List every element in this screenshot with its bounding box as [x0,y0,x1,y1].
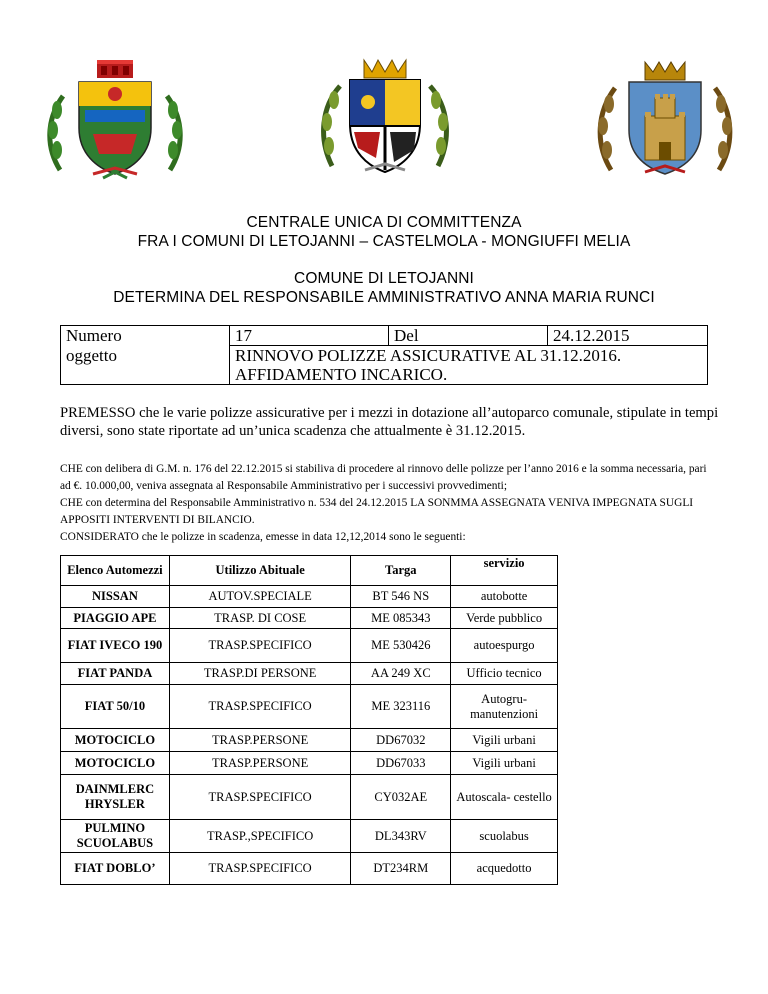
targa-cell: DT234RM [351,853,451,885]
letojanni-crest-icon [45,58,185,183]
targa-cell: BT 546 NS [351,586,451,608]
vehicles-table [60,555,558,885]
servizio-cell: Vigili urbani [451,752,558,775]
automezzo-cell: FIAT PANDA [61,663,170,685]
determina-date: 24.12.2015 [548,326,708,346]
header-utilizzo-abituale: Utilizzo Abituale [169,556,351,586]
utilizzo-cell: TRASP.SPECIFICO [169,685,351,729]
targa-cell: ME 530426 [351,629,451,663]
utilizzo-cell: TRASP.SPECIFICO [169,629,351,663]
oggetto-line-1: RINNOVO POLIZZE ASSICURATIVE AL 31.12.2016. [235,346,622,365]
table-row [61,752,558,775]
table-row [61,685,558,729]
oggetto-value [230,346,708,385]
servizio-cell: autoespurgo [451,629,558,663]
automezzo-cell: PIAGGIO APE [61,608,170,629]
header-elenco-automezzi: Elenco Automezzi [61,556,170,586]
table-row [61,629,558,663]
che-delibera-paragraph: CHE con delibera di G.M. n. 176 del 22.12.2015 si stabiliva di procedere al rinnovo delle polizze per l’anno 2016 e la somma necessaria, pari ad €. 10.000,00, veniva assegnata al Responsabile Amministrativo per i successivi provvedimenti; [60,463,707,492]
utilizzo-cell: TRASP.SPECIFICO [169,775,351,820]
premesso-paragraph: PREMESSO che le varie polizze assicurative per i mezzi in dotazione all’autoparco comunale, stipulate in tempi diversi, sono state riportate ad un’unica scadenza che attualmente è 31.12.2015. [60,405,719,439]
table-header-row [61,556,558,586]
servizio-cell: acquedotto [451,853,558,885]
automezzo-cell: DAINMLERC HRYSLER [61,775,170,820]
castelmola-crest-icon [320,58,450,183]
determina-info-table [60,325,708,385]
servizio-cell: autobotte [451,586,558,608]
targa-cell: ME 323116 [351,685,451,729]
servizio-cell: Verde pubblico [451,608,558,629]
header-targa: Targa [351,556,451,586]
table-row [61,775,558,820]
targa-cell: DL343RV [351,820,451,853]
table-row [61,853,558,885]
oggetto-line-2: AFFIDAMENTO INCARICO. [235,365,448,384]
utilizzo-cell: TRASP. DI COSE [169,608,351,629]
utilizzo-cell: TRASP.,SPECIFICO [169,820,351,853]
targa-cell: DD67032 [351,729,451,752]
utilizzo-cell: TRASP.DI PERSONE [169,663,351,685]
targa-cell: ME 085343 [351,608,451,629]
che-determina-paragraph: CHE con determina del Responsabile Amministrativo n. 534 del 24.12.2015 LA SONMMA ASSEGNATA VENIVA IMPEGNATA SUGLI APPOSITI INTERVENTI DI BILANCIO. [60,497,694,526]
servizio-cell: Ufficio tecnico [451,663,558,685]
numero-value: 17 [230,326,389,346]
table-row [61,663,558,685]
targa-cell: CY032AE [351,775,451,820]
oggetto-label: oggetto [61,346,230,385]
del-label: Del [389,326,548,346]
mongiuffi-melia-crest-icon [595,58,735,183]
servizio-cell: Vigili urbani [451,729,558,752]
automezzo-cell: MOTOCICLO [61,752,170,775]
determina-title: DETERMINA DEL RESPONSABILE AMMINISTRATIVO ANNA MARIA RUNCI [113,289,655,306]
utilizzo-cell: TRASP.PERSONE [169,729,351,752]
automezzo-cell: MOTOCICLO [61,729,170,752]
utilizzo-cell: AUTOV.SPECIALE [169,586,351,608]
table-row [61,608,558,629]
targa-cell: DD67033 [351,752,451,775]
utilizzo-cell: TRASP.PERSONE [169,752,351,775]
servizio-cell: scuolabus [451,820,558,853]
considerato-paragraph: CONSIDERATO che le polizze in scadenza, emesse in data 12,12,2014 sono le seguenti: [60,531,466,543]
table-row [61,820,558,853]
automezzo-cell: NISSAN [61,586,170,608]
numero-label: Numero [61,326,230,346]
servizio-cell: Autoscala- cestello [451,775,558,820]
utilizzo-cell: TRASP.SPECIFICO [169,853,351,885]
comune-title: COMUNE DI LETOJANNI [294,270,474,287]
table-row [61,729,558,752]
automezzo-cell: FIAT DOBLO’ [61,853,170,885]
cuc-title: CENTRALE UNICA DI COMMITTENZA [246,214,522,231]
automezzo-cell: FIAT IVECO 190 [61,629,170,663]
targa-cell: AA 249 XC [351,663,451,685]
header-servizio: servizio [451,556,558,586]
cuc-municipalities: FRA I COMUNI DI LETOJANNI – CASTELMOLA - MONGIUFFI MELIA [137,233,631,250]
servizio-cell: Autogru- manutenzioni [451,685,558,729]
automezzo-cell: FIAT 50/10 [61,685,170,729]
table-row [61,586,558,608]
automezzo-cell: PULMINO SCUOLABUS [61,820,170,853]
